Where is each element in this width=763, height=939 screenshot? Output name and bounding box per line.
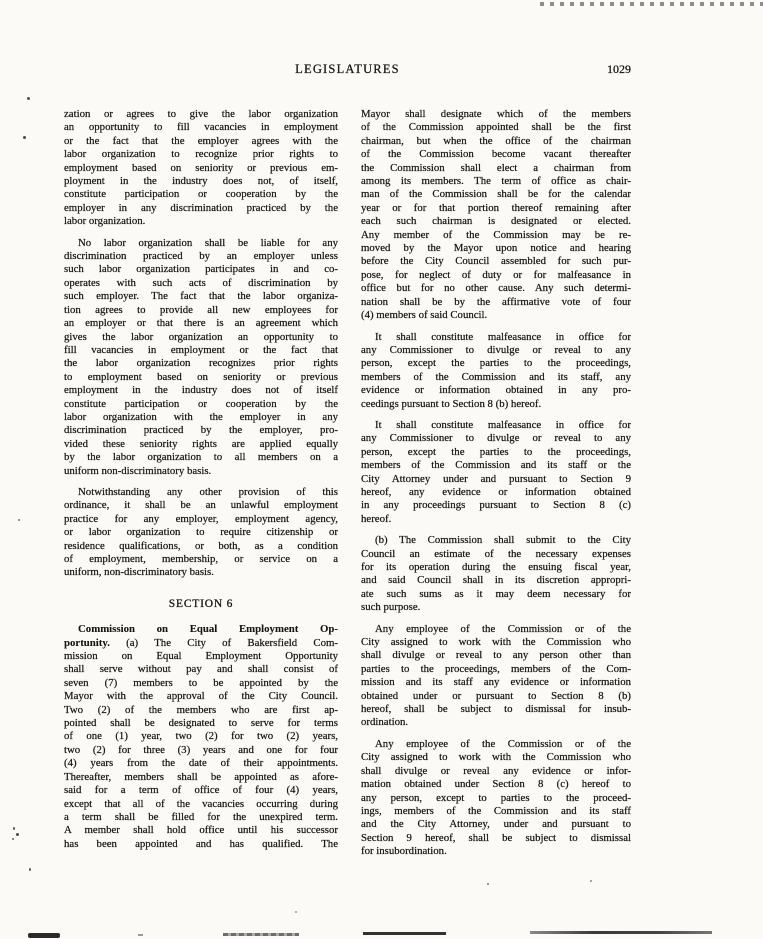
text-line: mation obtained under Section 8 (c) hereof to <box>361 778 631 791</box>
text-line: shall divulge or reveal any evidence or infor- <box>361 764 631 777</box>
section-heading: SECTION 6 <box>168 597 234 610</box>
text-line: and the City Attorney, under and pursuant to <box>361 818 631 831</box>
text-line: of employment, membership, or service on a <box>64 553 338 565</box>
text-line: Any member of the Commission may be re- <box>361 228 631 241</box>
text-line: to employment based on seniority or previous <box>64 370 338 383</box>
text-line: constitute participation or cooperation by the <box>64 397 338 410</box>
text-line: and said Council shall in its discretion appropri- <box>361 574 631 587</box>
text-line: two (2) for three (3) years and one for four <box>64 743 338 756</box>
text-line: or the fact that the employer agrees with the <box>64 134 338 147</box>
scan-speckle <box>13 827 15 830</box>
paragraph <box>361 331 631 411</box>
paragraph <box>361 108 631 323</box>
text-line: City assigned to work with the Commission who <box>361 751 631 764</box>
text-line: Council an estimate of the necessary expenses <box>361 547 631 560</box>
scan-speckle <box>18 519 20 521</box>
paragraph <box>361 534 631 614</box>
text-line: hereof. <box>361 512 392 525</box>
text-line: person, except the parties to the proceedings, <box>361 445 631 458</box>
text-line: each such chairman is designated or elected. <box>361 215 631 228</box>
bottom-scan-smudge <box>530 931 712 934</box>
text-line: hereof, shall be subject to dismissal for insub- <box>361 703 631 716</box>
text-line: ordination. <box>361 716 409 729</box>
bottom-scan-smudge <box>28 933 60 938</box>
running-title: LEGISLATURES <box>295 62 400 76</box>
scan-speckle <box>295 911 297 913</box>
scan-speckle <box>29 868 31 871</box>
text-line: of the Commission appointed shall be the first <box>361 121 631 134</box>
text-line: discrimination practiced by the employer, pro- <box>64 424 338 437</box>
text-line: year or for that portion thereof remaining after <box>361 201 631 214</box>
scan-speckle <box>27 97 30 100</box>
text-line: moved by the Mayor upon notice and hearing <box>361 242 631 255</box>
text-line: hereof, any evidence or information obtained <box>361 485 631 498</box>
text-line: labor organization to recognize prior rights to <box>64 148 338 161</box>
text-line: office but for no other cause. Any such determi- <box>361 282 631 295</box>
scan-speckle <box>590 880 592 882</box>
text-line: Notwithstanding any other provision of this <box>78 485 338 498</box>
text-line: labor organization. <box>64 215 146 228</box>
text-line: any person, except to parties to the proceed- <box>361 791 631 804</box>
text-line: said for a term of office of four (4) years, <box>64 784 338 797</box>
text-line: before the City Council assembled for such pur- <box>361 255 631 268</box>
text-line: among its members. The term of office as chair- <box>361 175 631 188</box>
text-line: for insubordination. <box>361 845 447 858</box>
text-line: mission and its staff any evidence or information <box>361 676 631 689</box>
text-line: evidence or information obtained in any pro- <box>361 384 631 397</box>
text-line: employment in the industry does not of itself <box>64 384 338 397</box>
text-line: gives the labor organization an opportunity to <box>64 330 338 343</box>
text-line: portunity. (a) The City of Bakersfield Com- <box>64 636 338 649</box>
text-line: pointed shall be designated to serve for terms <box>64 717 338 730</box>
right-text-column <box>361 108 631 859</box>
text-line: the Commission shall elect a chairman from <box>361 161 631 174</box>
text-line: operates with such acts of discrimination by <box>64 276 338 289</box>
text-line: vided these seniority rights are applied equally <box>64 437 338 450</box>
text-line: by the labor organization to all members on a <box>64 451 338 464</box>
text-line: Any employee of the Commission or of the <box>375 737 631 750</box>
page-number: 1029 <box>607 62 631 76</box>
text-line: shall divulge or reveal to any person other than <box>361 649 631 662</box>
left-text-column <box>64 108 338 851</box>
text-line: man of the Commission shall be for the calendar <box>361 188 631 201</box>
text-line: constitute participation or cooperation by the <box>64 188 338 201</box>
text-line: No labor organization shall be liable for any <box>78 236 338 249</box>
text-line: uniform, non-discriminatory basis. <box>64 566 214 579</box>
bottom-scan-smudge <box>363 932 446 935</box>
paragraph <box>361 738 631 859</box>
bottom-scan-smudge <box>223 933 299 936</box>
text-line: Any employee of the Commission or of the <box>375 622 631 635</box>
text-line: for its operation during the ensuing fiscal year, <box>361 561 631 573</box>
paragraph <box>64 486 338 580</box>
text-line: practice for any employer, employment agency, <box>64 512 338 525</box>
paragraph <box>64 108 338 229</box>
text-line: any Commissioner to divulge or reveal to any <box>361 343 631 356</box>
text-line: the labor organization recognizes prior rights <box>64 357 338 370</box>
text-line: pose, for neglect of duty or for malfeasance in <box>361 268 631 281</box>
text-line: ate such sums as it may deem necessary for <box>361 587 631 600</box>
paragraph <box>64 623 338 851</box>
text-line: members of the Commission and its staff or the <box>361 459 631 472</box>
text-line: of one (1) year, two (2) for two (2) years, <box>64 730 338 743</box>
scan-speckle <box>12 838 14 840</box>
text-line: (4) years from the date of their appointments. <box>64 757 338 770</box>
text-line: City assigned to work with the Commission who <box>361 636 631 649</box>
text-line: chairman, but when the office of the chairman <box>361 134 631 147</box>
text-line: discrimination practiced by an employer unless <box>64 250 338 263</box>
text-line: Mayor shall designate which of the members <box>361 108 631 120</box>
top-dotted-scan-line <box>540 2 763 6</box>
text-line: zation or agrees to give the labor organization <box>64 108 338 120</box>
bottom-scan-smudge <box>138 934 143 936</box>
text-line: It shall constitute malfeasance in office for <box>375 330 631 343</box>
text-line: nation shall be by the affirmative vote of four <box>361 295 631 308</box>
scan-speckle <box>16 833 19 836</box>
text-line: residence qualifications, or both, as a condition <box>64 539 338 552</box>
text-line: such purpose. <box>361 601 421 614</box>
text-line: Commission on Equal Employment Op- <box>78 623 338 636</box>
text-line: (4) members of said Council. <box>361 309 488 322</box>
text-line: City Attorney under and pursuant to Section 9 <box>361 472 631 485</box>
text-line: seven (7) members to be appointed by the <box>64 676 338 689</box>
text-line: an employer or that there is an agreement which <box>64 317 338 330</box>
text-line: Two (2) of the members who are first ap- <box>64 703 338 716</box>
scan-speckle <box>487 883 489 885</box>
text-line: employer in any discrimination practiced by the <box>64 201 338 214</box>
text-line: tion agrees to provide all new employees for <box>64 303 338 316</box>
text-line: a term shall be filled for the unexpired term. <box>64 810 338 823</box>
text-line: members of the Commission and its staff, any <box>361 370 631 383</box>
text-line: mission on Equal Employment Opportunity <box>64 650 338 663</box>
scan-speckle <box>23 136 26 139</box>
text-line: in any proceedings pursuant to Section 8 (c) <box>361 499 631 512</box>
text-line: of the Commission become vacant thereafter <box>361 148 631 161</box>
text-line: Thereafter, members shall be appointed as afore- <box>64 770 338 783</box>
text-line: employment based on seniority or previous em- <box>64 161 338 174</box>
page-header <box>64 62 631 78</box>
paragraph <box>361 623 631 730</box>
text-line: such labor organization participates in and co- <box>64 263 338 276</box>
text-line: ceedings pursuant to Section 8 (b) hereof. <box>361 397 542 410</box>
text-line: has been appointed and has qualified. The <box>64 837 338 850</box>
text-line: any Commissioner to divulge or reveal to any <box>361 432 631 445</box>
text-line: fill vacancies in employment or the fact that <box>64 343 338 356</box>
text-line: ings, members of the Commission and its staff <box>361 804 631 817</box>
paragraph <box>361 419 631 526</box>
text-line: shall serve without pay and shall consist of <box>64 663 338 676</box>
text-line: Section 9 hereof, shall be subject to dismissal <box>361 831 631 844</box>
text-line: uniform non-discriminatory basis. <box>64 464 212 477</box>
paragraph <box>64 237 338 478</box>
text-line: Mayor with the approval of the City Council. <box>64 690 338 703</box>
text-line: ployment in the industry does not, of itself, <box>64 175 338 188</box>
text-line: obtained under or pursuant to Section 8 (b) <box>361 689 631 702</box>
text-line: A member shall hold office until his successor <box>64 824 338 837</box>
text-line: or labor organization to require citizenship or <box>64 526 338 539</box>
text-line: person, except the parties to the proceedings, <box>361 357 631 370</box>
text-line: an opportunity to fill vacancies in employment <box>64 121 338 134</box>
text-line: ordinance, it shall be an unlawful employment <box>64 499 338 512</box>
text-line: except that all of the vacancies occurring during <box>64 797 338 810</box>
text-line: (b) The Commission shall submit to the City <box>375 534 631 547</box>
text-line: It shall constitute malfeasance in office for <box>375 418 631 431</box>
text-line: parties to the proceedings, members of the Com- <box>361 662 631 675</box>
text-line: such employer. The fact that the labor organiza- <box>64 290 338 303</box>
text-line: labor organization with the employer in any <box>64 410 338 423</box>
